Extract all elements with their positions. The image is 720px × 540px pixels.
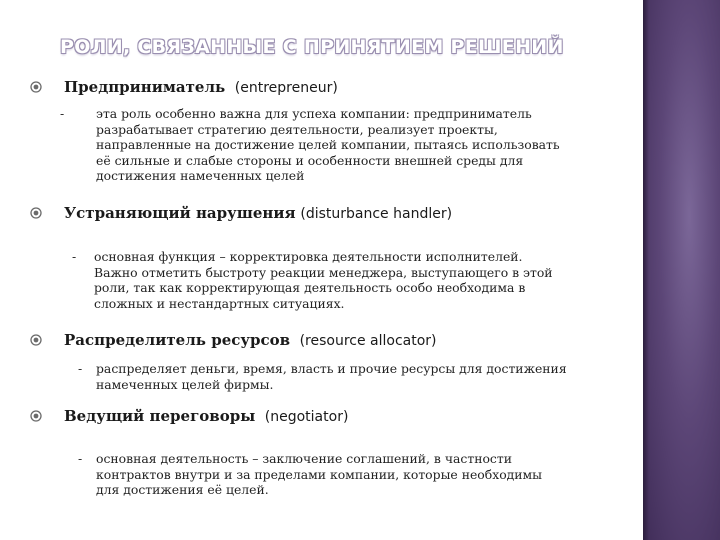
role-heading xyxy=(64,331,437,351)
role-description: эта роль особенно важна для успеха компании: предприниматель разрабатывает стратегию деятельности, реализует проекты, направленные на достижение целей компании, пытаясь использовать её сильные и слабые стороны и особенности внешней среды для достижения намеченных целей xyxy=(96,106,560,184)
role-english: (disturbance handler) xyxy=(300,206,453,222)
decorative-side-band xyxy=(643,0,720,540)
circle-bullet-icon xyxy=(30,410,42,422)
role-description: основная функция – корректировка деятельности исполнителей. Важно отметить быстроту реакции менеджера, выступающего в этой роли, так как корректирующая деятельность особо необходима в сложных и нестандартных ситуациях. xyxy=(94,249,553,311)
role-description: основная деятельность – заключение соглашений, в частности контрактов внутри и за пределами компании, которые необходимы для достижения её целей. xyxy=(96,451,543,498)
role-english: (negotiator) xyxy=(264,409,349,425)
dash-marker: - xyxy=(72,249,77,264)
dash-marker: - xyxy=(60,106,65,121)
role-name: Устраняющий нарушения xyxy=(64,204,296,222)
dash-marker: - xyxy=(78,451,83,466)
role-name: Распределитель ресурсов xyxy=(64,331,291,349)
role-heading xyxy=(64,78,338,98)
role-heading xyxy=(64,407,348,427)
role-name: Предприниматель xyxy=(64,78,226,96)
circle-bullet-icon xyxy=(30,207,42,219)
circle-bullet-icon xyxy=(30,334,42,346)
circle-bullet-icon xyxy=(30,81,42,93)
dash-marker: - xyxy=(78,361,83,376)
role-heading xyxy=(64,204,452,224)
role-description: распределяет деньги, время, власть и прочие ресурсы для достижения намеченных целей фирмы. xyxy=(96,361,567,392)
role-english: (resource allocator) xyxy=(299,333,437,349)
slide-title: РОЛИ, СВЯЗАННЫЕ С ПРИНЯТИЕМ РЕШЕНИЙ xyxy=(60,36,564,58)
role-name: Ведущий переговоры xyxy=(64,407,256,425)
role-english: (entrepreneur) xyxy=(234,80,338,96)
